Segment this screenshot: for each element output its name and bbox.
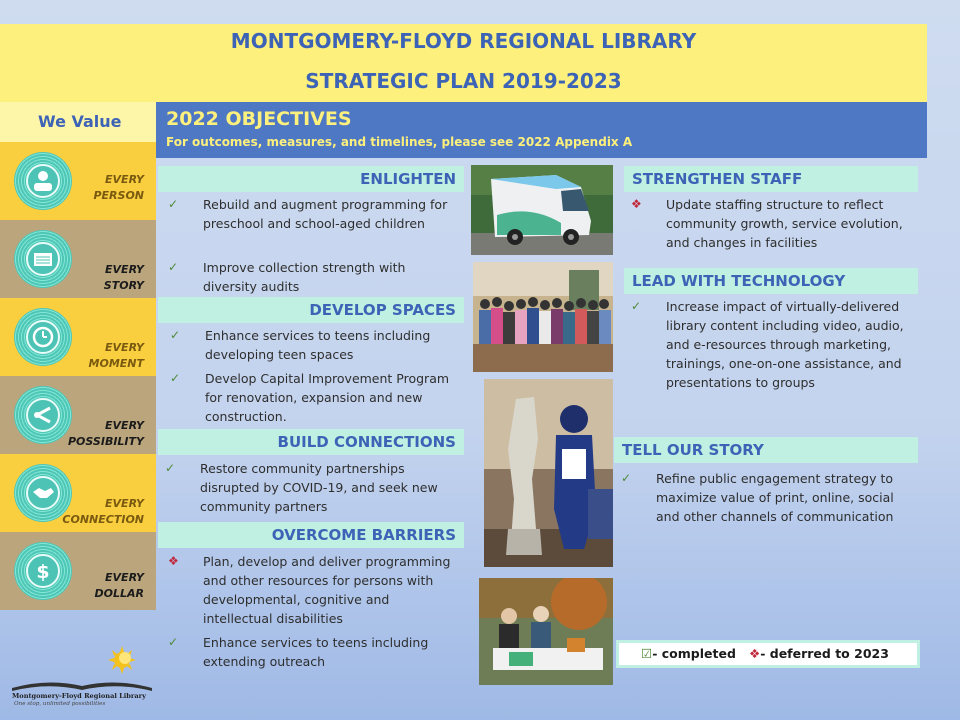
checkmark-icon: ✓ (621, 471, 632, 485)
section-tell-our-story: TELL OUR STORY (614, 437, 918, 463)
dollar-icon (14, 542, 72, 600)
value-every-dollar (0, 532, 156, 610)
deferred-diamond-icon: ❖ (749, 646, 761, 661)
value-label-line1: EVERY (105, 263, 144, 276)
sun-book-icon (8, 644, 158, 692)
value-label-line1: EVERY (105, 173, 144, 186)
completed-check-icon: ☑ (641, 646, 653, 661)
objectives-banner (156, 102, 927, 158)
value-label-line2: STORY (103, 279, 144, 292)
group-photo (473, 262, 613, 372)
checkmark-icon: ✓ (168, 197, 179, 211)
outreach-photo (479, 578, 613, 685)
slide: MONTGOMERY-FLOYD REGIONAL LIBRARY STRATEGIC PLAN 2019-2023 We Value EVERY PERSON EVERY STORY EVERY MOMENT EVERY POSSIBILITY EVERY CONNECTION $ EVERY DOLLAR 2022 OBJECTIVES For outcomes, measures, and timelines, please see 2022 Appendix A ENLIGHTEN ✓ Rebuild and augment programming for preschool and school-aged children ✓ Improve collection strength with diversity audits DEVELOP SPACES ✓ Enhance services to teens including developing teen spaces ✓ Develop Capital Improvement Program for renovation, expansion and new construction. BUILD CONNECTIONS ✓ Restore community partnerships disrupted by COVID-19, and seek new community partners OVERCOME BARRIERS ❖ Plan, develop and deliver programming and other resources for persons with developmental, cognitive and intellectual disabilities ✓ Enhance services to teens including extending outreach STRENGTHEN STAFF ❖ Update staffing structure to reflect community growth, service evolution, and changes in facilities LEAD WITH TECHNOLOGY ✓ Increase impact of virtually-delivered library content including video, audio, and e-resources through marketing, trainings, one-on-one assistance, and presentations to groups TELL OUR STORY ✓ Refine public engagement strategy to maximize value of print, online, social and other channels of communication ☑- completed ❖- deferred to 2023 Montgomery-Floyd Regional Library One stop, unlimited possibilities (0, 0, 960, 720)
title-banner (0, 24, 927, 102)
value-label-line2: MOMENT (88, 357, 144, 370)
value-label-line2: CONNECTION (62, 513, 144, 526)
library-logo (8, 644, 158, 714)
section-build-connections: BUILD CONNECTIONS (158, 429, 464, 455)
svg-text:$: $ (36, 561, 50, 583)
section-strengthen-staff: STRENGTHEN STAFF (624, 166, 918, 192)
diamond-icon: ❖ (631, 197, 642, 211)
value-label-line1: EVERY (105, 341, 144, 354)
value-label-line2: PERSON (93, 189, 144, 202)
checkmark-icon: ✓ (168, 260, 179, 274)
section-develop-spaces: DEVELOP SPACES (158, 297, 464, 323)
checkmark-icon: ✓ (165, 461, 176, 475)
mascot-photo (484, 379, 613, 567)
legend-deferred: - deferred to 2023 (760, 646, 889, 661)
value-every-moment (0, 298, 156, 376)
objectives-subheading: For outcomes, measures, and timelines, please see 2022 Appendix A (166, 135, 633, 149)
bookmobile-photo (471, 165, 613, 255)
value-label-line2: POSSIBILITY (67, 435, 144, 448)
diamond-icon: ❖ (168, 554, 179, 568)
we-value-heading: We Value (0, 102, 156, 142)
share-icon (14, 386, 72, 444)
book-icon (14, 230, 72, 288)
logo-tagline: One stop, unlimited possibilities (14, 701, 106, 707)
value-label-line2: DOLLAR (94, 587, 144, 600)
objectives-heading: 2022 OBJECTIVES (166, 108, 352, 130)
clock-icon (14, 308, 72, 366)
section-enlighten: ENLIGHTEN (158, 166, 464, 192)
value-label-line1: EVERY (105, 419, 144, 432)
logo-name: Montgomery-Floyd Regional Library (12, 692, 146, 700)
plan-title: STRATEGIC PLAN 2019-2023 (305, 69, 622, 93)
value-every-person (0, 142, 156, 220)
section-lead-with-technology: LEAD WITH TECHNOLOGY (624, 268, 918, 294)
value-every-connection (0, 454, 156, 532)
status-legend (616, 640, 920, 668)
value-every-story (0, 220, 156, 298)
section-overcome-barriers: OVERCOME BARRIERS (158, 522, 464, 548)
value-label-line1: EVERY (105, 571, 144, 584)
value-every-possibility (0, 376, 156, 454)
checkmark-icon: ✓ (168, 635, 179, 649)
checkmark-icon: ✓ (631, 299, 642, 313)
legend-completed: - completed (652, 646, 736, 661)
library-title: MONTGOMERY-FLOYD REGIONAL LIBRARY (230, 29, 697, 53)
checkmark-icon: ✓ (170, 328, 181, 342)
value-label-line1: EVERY (105, 497, 144, 510)
checkmark-icon: ✓ (170, 371, 181, 385)
person-icon (14, 152, 72, 210)
